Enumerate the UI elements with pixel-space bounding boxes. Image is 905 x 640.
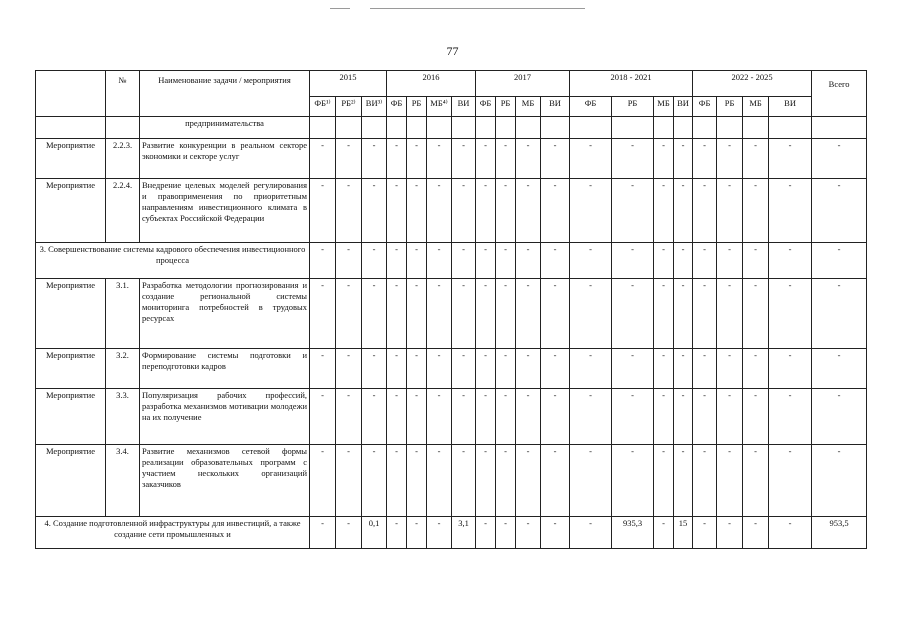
funding-cell: - — [387, 389, 407, 445]
funding-cell: - — [387, 139, 407, 179]
funding-cell: - — [516, 517, 541, 549]
cont-blank — [812, 117, 867, 139]
cont-blank — [496, 117, 516, 139]
funding-cell: - — [427, 349, 452, 389]
funding-cell: - — [387, 243, 407, 279]
funding-cell: - — [476, 179, 496, 243]
measure-code: 3.3. — [106, 389, 140, 445]
total-cell: - — [812, 139, 867, 179]
section-row — [36, 243, 867, 279]
funding-cell: - — [693, 139, 717, 179]
funding-cell: - — [387, 179, 407, 243]
header-source-col: ФБ — [570, 97, 612, 117]
measure-type: Мероприятие — [36, 445, 106, 517]
funding-cell: - — [427, 179, 452, 243]
measure-row — [36, 349, 867, 389]
header-year: 2017 — [476, 71, 570, 97]
funding-cell: 935,3 — [612, 517, 654, 549]
funding-cell: - — [516, 349, 541, 389]
funding-cell: - — [516, 279, 541, 349]
funding-cell: - — [496, 179, 516, 243]
cont-blank — [36, 117, 106, 139]
funding-cell: - — [674, 389, 693, 445]
page-number: 77 — [446, 44, 459, 58]
cont-blank — [476, 117, 496, 139]
funding-cell: - — [570, 445, 612, 517]
funding-cell: - — [769, 243, 812, 279]
funding-cell: - — [612, 389, 654, 445]
funding-cell: 3,1 — [452, 517, 476, 549]
funding-cell: - — [570, 139, 612, 179]
cont-blank — [654, 117, 674, 139]
total-cell: - — [812, 243, 867, 279]
funding-cell: - — [476, 243, 496, 279]
funding-cell: - — [407, 243, 427, 279]
funding-cell: - — [674, 139, 693, 179]
funding-cell: - — [717, 445, 743, 517]
funding-cell: - — [362, 243, 387, 279]
header-year: 2016 — [387, 71, 476, 97]
funding-cell: - — [612, 445, 654, 517]
funding-cell: - — [743, 179, 769, 243]
funding-cell: - — [769, 139, 812, 179]
header-source-col: ФБ — [693, 97, 717, 117]
funding-cell: - — [476, 445, 496, 517]
funding-cell: - — [541, 389, 570, 445]
cont-blank — [769, 117, 812, 139]
measure-name: Формирование системы подготовки и переподготовки кадров — [140, 349, 310, 389]
funding-cell: - — [612, 243, 654, 279]
funding-cell: - — [452, 349, 476, 389]
measure-name: Развитие конкуренции в реальном секторе экономики и секторе услуг — [140, 139, 310, 179]
total-cell: - — [812, 349, 867, 389]
funding-cell: - — [541, 349, 570, 389]
header-source-col: РБ — [496, 97, 516, 117]
funding-cell: - — [769, 179, 812, 243]
funding-cell: - — [362, 349, 387, 389]
funding-cell: - — [407, 179, 427, 243]
funding-cell: - — [693, 389, 717, 445]
funding-cell: - — [612, 279, 654, 349]
funding-cell: - — [769, 445, 812, 517]
header-source-col: ВИ³⁾ — [362, 97, 387, 117]
funding-cell: - — [407, 349, 427, 389]
cont-blank — [612, 117, 654, 139]
measure-row — [36, 445, 867, 517]
funding-cell: - — [310, 279, 336, 349]
funding-cell: - — [427, 445, 452, 517]
funding-cell: - — [336, 179, 362, 243]
funding-cell: - — [541, 279, 570, 349]
funding-cell: - — [310, 139, 336, 179]
top-rule — [370, 8, 585, 9]
funding-cell: - — [452, 243, 476, 279]
funding-cell: - — [476, 139, 496, 179]
section-title: 3. Совершенствование системы кадрового обеспечения инвестиционного процесса — [36, 243, 310, 279]
measure-code: 2.2.3. — [106, 139, 140, 179]
funding-cell: - — [310, 517, 336, 549]
funding-cell: - — [407, 279, 427, 349]
funding-cell: - — [769, 389, 812, 445]
funding-cell: - — [541, 179, 570, 243]
measure-type: Мероприятие — [36, 389, 106, 445]
header-source-col: ВИ — [541, 97, 570, 117]
cont-blank — [674, 117, 693, 139]
funding-cell: - — [387, 279, 407, 349]
funding-cell: - — [336, 139, 362, 179]
funding-cell: - — [476, 279, 496, 349]
funding-cell: - — [693, 243, 717, 279]
funding-cell: - — [654, 179, 674, 243]
cont-blank — [570, 117, 612, 139]
funding-cell: - — [516, 243, 541, 279]
funding-cell: - — [743, 243, 769, 279]
funding-cell: - — [452, 139, 476, 179]
funding-cell: - — [570, 179, 612, 243]
funding-cell: - — [496, 139, 516, 179]
funding-cell: - — [541, 517, 570, 549]
measure-type: Мероприятие — [36, 139, 106, 179]
funding-cell: - — [427, 389, 452, 445]
total-cell: - — [812, 279, 867, 349]
funding-cell: - — [516, 139, 541, 179]
funding-cell: - — [362, 179, 387, 243]
top-rule — [330, 8, 350, 9]
cont-blank — [693, 117, 717, 139]
header-source-col: РБ — [612, 97, 654, 117]
funding-cell: - — [427, 279, 452, 349]
header-blank — [36, 71, 106, 117]
funding-cell: - — [570, 349, 612, 389]
continuation-name: предпринимательства — [140, 117, 310, 139]
funding-cell: - — [654, 139, 674, 179]
funding-cell: - — [693, 279, 717, 349]
cont-blank — [336, 117, 362, 139]
funding-cell: - — [654, 517, 674, 549]
funding-cell: - — [541, 445, 570, 517]
funding-cell: - — [496, 389, 516, 445]
measure-type: Мероприятие — [36, 279, 106, 349]
measure-name: Популяризация рабочих профессий, разработка механизмов мотивации молодежи на их получение — [140, 389, 310, 445]
funding-cell: - — [693, 179, 717, 243]
funding-cell: - — [336, 243, 362, 279]
measure-code: 3.1. — [106, 279, 140, 349]
header-source-col: ФБ — [476, 97, 496, 117]
funding-cell: - — [310, 349, 336, 389]
funding-cell: - — [717, 349, 743, 389]
funding-cell: - — [496, 445, 516, 517]
header-source-col: МБ⁴⁾ — [427, 97, 452, 117]
header-source-col: ВИ — [674, 97, 693, 117]
cont-blank — [387, 117, 407, 139]
measure-name: Развитие механизмов сетевой формы реализации образовательных программ с участием нескольких организаций заказчиков — [140, 445, 310, 517]
cont-blank — [541, 117, 570, 139]
funding-cell: - — [407, 517, 427, 549]
funding-cell: - — [717, 389, 743, 445]
funding-cell: - — [717, 139, 743, 179]
funding-cell: - — [612, 139, 654, 179]
funding-cell: - — [310, 445, 336, 517]
measure-name: Разработка методологии прогнозирования и создание региональной системы мониторинга потребностей в трудовых ресурсах — [140, 279, 310, 349]
funding-cell: - — [452, 389, 476, 445]
funding-cell: - — [743, 139, 769, 179]
section-row — [36, 517, 867, 549]
funding-cell: - — [743, 445, 769, 517]
header-source-col: ВИ — [769, 97, 812, 117]
funding-cell: - — [407, 389, 427, 445]
header-year: 2015 — [310, 71, 387, 97]
cont-blank — [362, 117, 387, 139]
funding-cell: - — [452, 179, 476, 243]
funding-cell: - — [407, 445, 427, 517]
funding-cell: - — [387, 349, 407, 389]
funding-cell: - — [743, 349, 769, 389]
header-source-col: РБ — [407, 97, 427, 117]
funding-cell: - — [743, 517, 769, 549]
funding-cell: - — [427, 243, 452, 279]
cont-blank — [427, 117, 452, 139]
cont-blank — [310, 117, 336, 139]
header-num: № — [106, 71, 140, 117]
header-source-col: РБ²⁾ — [336, 97, 362, 117]
funding-cell: - — [336, 349, 362, 389]
funding-cell: - — [654, 279, 674, 349]
funding-cell: - — [362, 389, 387, 445]
funding-cell: - — [310, 179, 336, 243]
total-cell: - — [812, 179, 867, 243]
cont-blank — [717, 117, 743, 139]
measure-code: 3.4. — [106, 445, 140, 517]
funding-cell: - — [476, 389, 496, 445]
section-title: 4. Создание подготовленной инфраструктуры для инвестиций, а также создание сети промышленных и — [36, 517, 310, 549]
funding-cell: - — [496, 279, 516, 349]
funding-cell: - — [570, 517, 612, 549]
funding-cell: - — [693, 445, 717, 517]
funding-cell: - — [541, 139, 570, 179]
funding-cell: - — [362, 445, 387, 517]
funding-cell: - — [387, 445, 407, 517]
total-cell: 953,5 — [812, 517, 867, 549]
cont-blank — [407, 117, 427, 139]
funding-cell: - — [717, 243, 743, 279]
funding-cell: - — [452, 279, 476, 349]
funding-cell: - — [336, 445, 362, 517]
funding-cell: - — [570, 243, 612, 279]
header-source-col: МБ — [654, 97, 674, 117]
funding-cell: - — [496, 243, 516, 279]
funding-cell: - — [743, 389, 769, 445]
total-cell: - — [812, 389, 867, 445]
header-source-col: ФБ¹⁾ — [310, 97, 336, 117]
funding-cell: - — [769, 349, 812, 389]
funding-cell: - — [407, 139, 427, 179]
measure-code: 3.2. — [106, 349, 140, 389]
funding-cell: - — [717, 279, 743, 349]
measure-name: Внедрение целевых моделей регулирования и правоприменения по приоритетным направлениям инвестиционного климата в субъектах Российской Федерации — [140, 179, 310, 243]
funding-cell: - — [496, 349, 516, 389]
header-name: Наименование задачи / мероприятия — [140, 71, 310, 117]
funding-cell: - — [693, 349, 717, 389]
header-total: Всего — [812, 71, 867, 117]
cont-blank — [516, 117, 541, 139]
funding-cell: - — [362, 279, 387, 349]
funding-cell: - — [516, 445, 541, 517]
funding-cell: - — [310, 243, 336, 279]
funding-cell: - — [674, 243, 693, 279]
header-source-col: РБ — [717, 97, 743, 117]
funding-cell: - — [310, 389, 336, 445]
funding-cell: - — [654, 389, 674, 445]
funding-cell: - — [717, 179, 743, 243]
header-year: 2022 - 2025 — [693, 71, 812, 97]
funding-cell: - — [654, 445, 674, 517]
cont-blank — [743, 117, 769, 139]
header-source-col: МБ — [516, 97, 541, 117]
funding-cell: - — [541, 243, 570, 279]
funding-cell: - — [612, 179, 654, 243]
funding-cell: - — [336, 279, 362, 349]
funding-cell: - — [427, 517, 452, 549]
funding-cell: - — [674, 179, 693, 243]
measure-row — [36, 389, 867, 445]
funding-cell: - — [570, 279, 612, 349]
funding-cell: - — [427, 139, 452, 179]
funding-cell: - — [674, 279, 693, 349]
header-source-col: ВИ — [452, 97, 476, 117]
header-source-col: МБ — [743, 97, 769, 117]
funding-cell: - — [743, 279, 769, 349]
header-year: 2018 - 2021 — [570, 71, 693, 97]
measure-row — [36, 139, 867, 179]
funding-cell: - — [570, 389, 612, 445]
funding-cell: - — [717, 517, 743, 549]
funding-cell: - — [516, 179, 541, 243]
funding-cell: 15 — [674, 517, 693, 549]
funding-cell: - — [612, 349, 654, 389]
funding-cell: - — [769, 517, 812, 549]
funding-cell: - — [387, 517, 407, 549]
funding-cell: - — [336, 517, 362, 549]
funding-cell: - — [674, 349, 693, 389]
measure-code: 2.2.4. — [106, 179, 140, 243]
funding-cell: - — [693, 517, 717, 549]
funding-cell: - — [496, 517, 516, 549]
total-cell: - — [812, 445, 867, 517]
measure-type: Мероприятие — [36, 179, 106, 243]
funding-cell: - — [452, 445, 476, 517]
funding-cell: - — [476, 349, 496, 389]
funding-cell: 0,1 — [362, 517, 387, 549]
measure-row — [36, 179, 867, 243]
program-financing-table — [35, 70, 867, 549]
funding-cell: - — [336, 389, 362, 445]
funding-cell: - — [674, 445, 693, 517]
funding-cell: - — [362, 139, 387, 179]
funding-cell: - — [654, 349, 674, 389]
funding-cell: - — [476, 517, 496, 549]
measure-type: Мероприятие — [36, 349, 106, 389]
cont-blank — [106, 117, 140, 139]
funding-cell: - — [516, 389, 541, 445]
header-source-col: ФБ — [387, 97, 407, 117]
cont-blank — [452, 117, 476, 139]
measure-row — [36, 279, 867, 349]
funding-cell: - — [654, 243, 674, 279]
funding-cell: - — [769, 279, 812, 349]
